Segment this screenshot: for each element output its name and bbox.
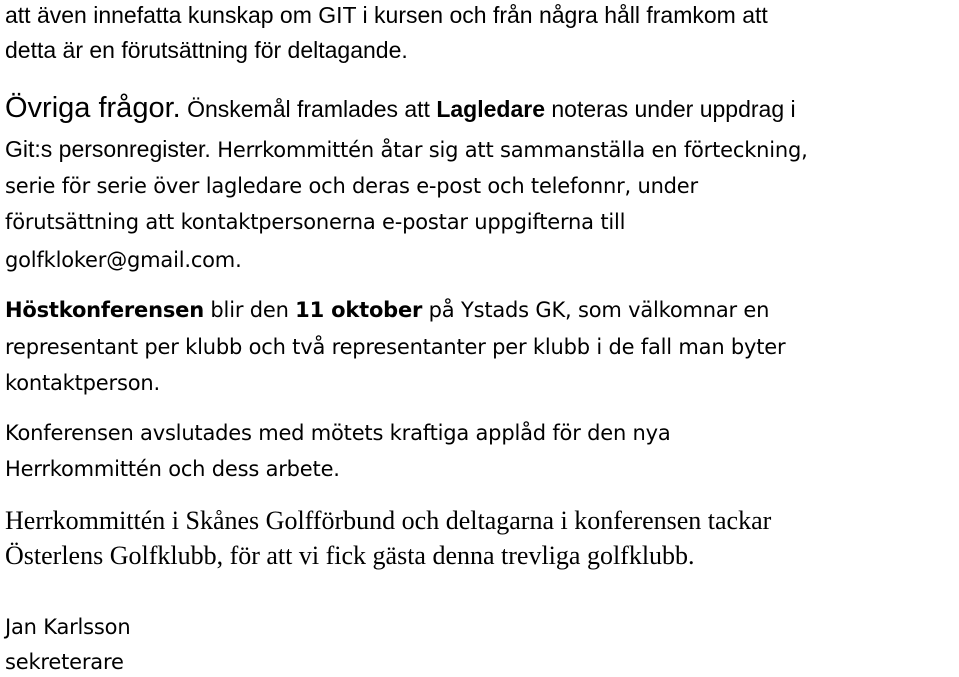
avslut-line-2: Herrkommittén och dess arbete. (5, 457, 340, 481)
ovriga-line-1 (5, 94, 796, 123)
tack-line-1: Herrkommittén i Skånes Golfförbund och deltagarna i konferensen tackar (5, 506, 772, 535)
ovriga-line-2 (5, 138, 808, 162)
signature-name: Jan Karlsson (5, 615, 131, 639)
hostkonferensen-bold: Höstkonferensen (5, 298, 204, 322)
signature-title: sekreterare (5, 650, 124, 674)
ovriga-line-4: förutsättning att kontaktpersonerna e-postar uppgifterna till (5, 210, 626, 234)
lagledare-bold: Lagledare (436, 96, 545, 122)
date-bold: 11 oktober (295, 298, 423, 322)
hostkonferens-text-2: på Ystads GK, som välkomnar en (422, 298, 770, 322)
ovriga-line-2b: Herrkommittén åtar sig att sammanställa en förteckning, (210, 138, 808, 162)
hostkonferens-line-2: representant per klubb och två representanter per klubb i de fall man byter (5, 335, 786, 359)
document-page (5, 0, 955, 677)
hostkonferens-line-1 (5, 300, 769, 321)
ovriga-line-2a: Git:s personregister. (5, 136, 211, 162)
avslut-line-1: Konferensen avslutades med mötets kraftiga applåd för den nya (5, 421, 671, 445)
ovriga-text-1: Önskemål framlades att (180, 96, 437, 122)
ovriga-line-5: golfkloker@gmail.com. (5, 248, 242, 272)
intro-line-1: att även innefatta kunskap om GIT i kursen och från några håll framkom att (5, 2, 768, 28)
ovriga-heading: Övriga frågor. (5, 92, 181, 124)
tack-line-2: Österlens Golfklubb, för att vi fick gästa denna trevliga golfklubb. (5, 541, 695, 570)
ovriga-text-2: noteras under uppdrag i (545, 96, 796, 122)
hostkonferens-line-3: kontaktperson. (5, 371, 160, 395)
hostkonferens-text-1: blir den (203, 298, 296, 322)
ovriga-line-3: serie för serie över lagledare och deras e-post och telefonnr, under (5, 174, 698, 198)
intro-line-2: detta är en förutsättning för deltagande. (5, 37, 408, 63)
